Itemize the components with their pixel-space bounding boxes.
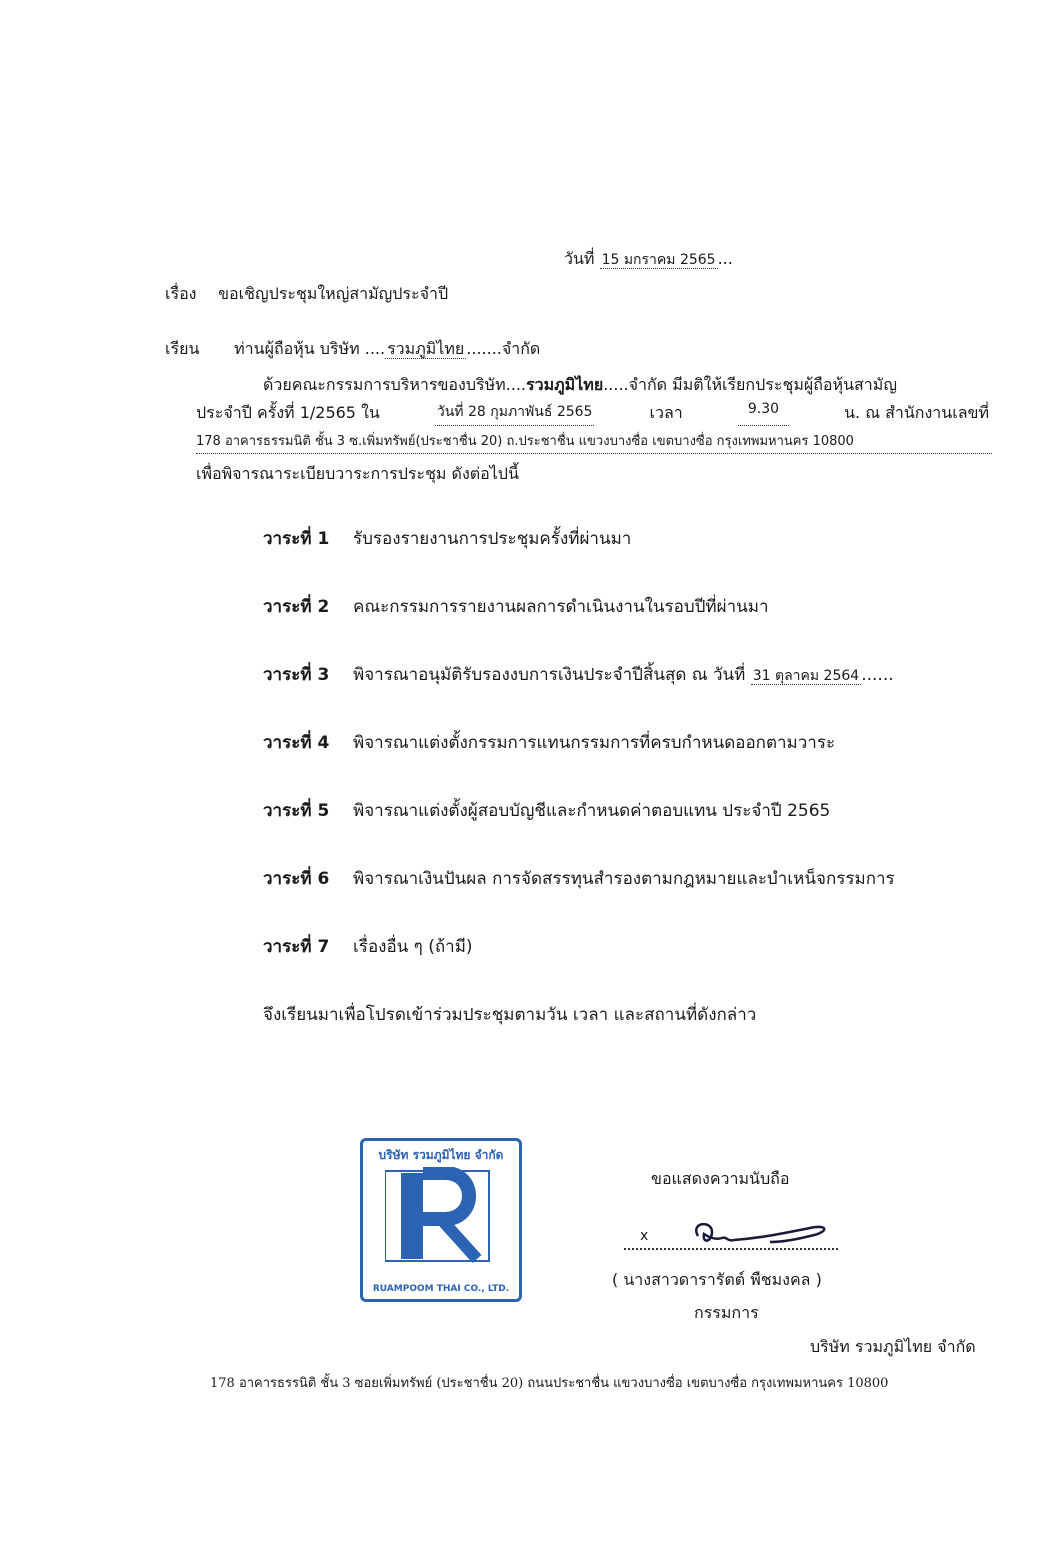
- agenda-item-6: [263, 865, 895, 892]
- agenda-number: วาระที่ 4: [263, 733, 330, 753]
- meeting-date: วันที่ 28 กุมภาพันธ์ 2565: [435, 401, 595, 426]
- agenda-item-5: [263, 797, 830, 824]
- seal-top-text: บริษัท รวมภูมิไทย จำกัด: [378, 1148, 504, 1162]
- agenda-text: รับรองรายงานการประชุมครั้งที่ผ่านมา: [353, 529, 632, 549]
- salutation-suffix: .......จำกัด: [466, 339, 541, 358]
- salutation-line: [165, 337, 540, 362]
- signatory-company: บริษัท รวมภูมิไทย จำกัด: [810, 1337, 976, 1356]
- body-address: 178 อาคารธรรมนิติ ชั้น 3 ซ.เพิ่มทรัพย์(ประชาชื่น 20) ถ.ประชาชื่น แขวงบางซื่อ เขตบางซื่อ กรุงเทพมหานคร 10800: [196, 430, 992, 454]
- seal-logo-icon: [385, 1167, 495, 1267]
- meeting-time: 9.30: [738, 401, 789, 426]
- signature-mark: x: [640, 1228, 649, 1244]
- agenda-item-7: [263, 933, 473, 960]
- closing-sentence: จึงเรียนมาเพื่อโปรดเข้าร่วมประชุมตามวัน เวลา และสถานที่ดังกล่าว: [263, 1005, 757, 1025]
- fiscal-year-end: 31 ตุลาคม 2564: [752, 668, 860, 684]
- date-label: วันที่: [564, 249, 595, 268]
- company-seal: [360, 1138, 522, 1302]
- agenda-item-2: [263, 593, 769, 620]
- agenda-number: วาระที่ 5: [263, 801, 330, 821]
- agenda-number: วาระที่ 1: [263, 529, 330, 549]
- date-line: วันที่ 15 มกราคม 2565 ...: [564, 249, 733, 268]
- body-company: รวมภูมิไทย: [526, 375, 604, 394]
- date-value: 15 มกราคม 2565: [601, 252, 716, 268]
- footer-address: 178 อาคารธรรนิติ ชั้น 3 ซอยเพิ่มทรัพย์ (ประชาชื่น 20) ถนนประชาชื่น แขวงบางซื่อ เขตบางซื่อ กรุงเทพมหานคร 10800: [210, 1376, 889, 1391]
- agenda-number: วาระที่ 3: [263, 665, 330, 685]
- salutation-prefix: ท่านผู้ถือหุ้น บริษัท ....: [234, 339, 386, 358]
- subject-line: [165, 282, 448, 307]
- seal-bottom-text: RUAMPOOM THAI CO., LTD.: [372, 1284, 510, 1294]
- salutation-label: เรียน: [165, 339, 200, 358]
- agenda-item-4: [263, 729, 835, 756]
- body-line-1: ด้วยคณะกรรมการบริหารของบริษัท....รวมภูมิไทย.....จำกัด มีมติให้เรียกประชุมผู้ถือหุ้นสามัญ: [263, 375, 897, 394]
- agenda-number: วาระที่ 2: [263, 597, 330, 617]
- agenda-text: เรื่องอื่น ๆ (ถ้ามี): [353, 937, 473, 957]
- body-line-2: ประจำปี ครั้งที่ 1/2565 ใน วันที่ 28 กุมภาพันธ์ 2565 เวลา 9.30 น. ณ สำนักงานเลขที่: [196, 401, 989, 426]
- salutation-company: รวมภูมิไทย: [387, 339, 465, 358]
- subject-label: เรื่อง: [165, 284, 197, 303]
- agenda-item-3: วาระที่ 3 พิจารณาอนุมัติรับรองงบการเงินประจำปีสิ้นสุด ณ วันที่ 31 ตุลาคม 2564 ......: [263, 661, 894, 688]
- agenda-number: วาระที่ 7: [263, 937, 330, 957]
- agenda-number: วาระที่ 6: [263, 869, 330, 889]
- agenda-text: พิจารณาแต่งตั้งกรรมการแทนกรรมการที่ครบกำหนดออกตามวาระ: [353, 733, 836, 753]
- body-line-4: เพื่อพิจารณาระเบียบวาระการประชุม ดังต่อไปนี้: [196, 464, 519, 483]
- signature-image: [690, 1216, 840, 1256]
- agenda-text: พิจารณาแต่งตั้งผู้สอบบัญชีและกำหนดค่าตอบแทน ประจำปี 2565: [353, 801, 831, 821]
- signatory-name: ( นางสาวดารารัตต์ พืชมงคล ): [612, 1270, 822, 1289]
- signatory-position: กรรมการ: [694, 1303, 759, 1322]
- regards-text: ขอแสดงความนับถือ: [651, 1169, 790, 1188]
- agenda-text: คณะกรรมการรายงานผลการดำเนินงานในรอบปีที่ผ่านมา: [353, 597, 769, 617]
- agenda-item-1: [263, 525, 631, 552]
- agenda-text: พิจารณาอนุมัติรับรองงบการเงินประจำปีสิ้นสุด ณ วันที่: [353, 665, 746, 685]
- subject-text: ขอเชิญประชุมใหญ่สามัญประจำปี: [218, 284, 449, 303]
- agenda-text: พิจารณาเงินปันผล การจัดสรรทุนสำรองตามกฎหมายและบำเหน็จกรรมการ: [353, 869, 895, 889]
